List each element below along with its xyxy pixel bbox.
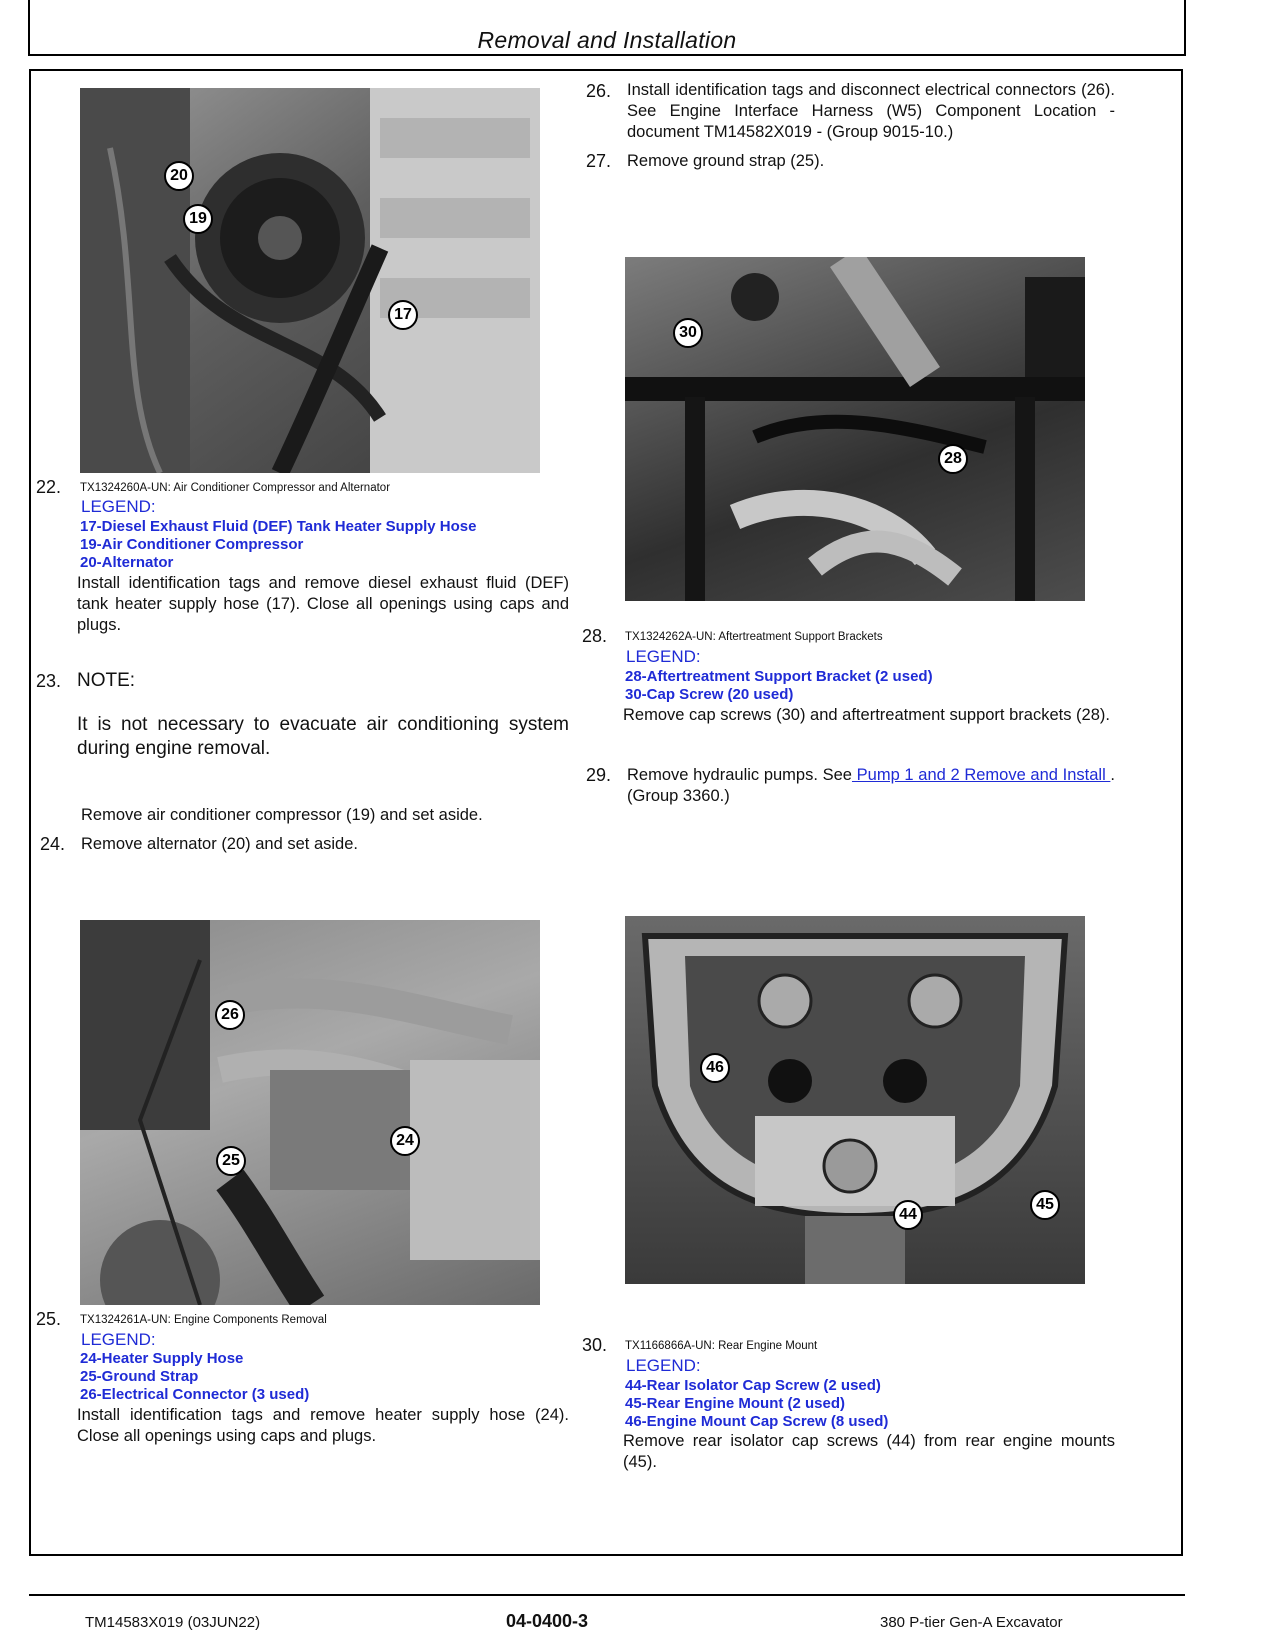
step-22-number: 22. [36, 477, 62, 497]
callout-17: 17 [388, 300, 418, 330]
step-29-number: 29. [586, 765, 612, 785]
footer-page-number: 04-0400-3 [506, 1611, 589, 1631]
step-29-text [627, 765, 1115, 807]
step-23-text: Remove air conditioner compressor (19) and set aside. [81, 806, 483, 824]
legend-item: 19-Air Conditioner Compressor [80, 536, 304, 553]
legend-item: 20-Alternator [80, 554, 174, 571]
legend-list [80, 518, 476, 572]
note-text: It is not necessary to evacuate air conditioning system during engine removal. [77, 714, 569, 759]
photo-engine-components [80, 920, 540, 1305]
step-30-number: 30. [582, 1335, 608, 1355]
photo-rear-engine-mount [625, 916, 1085, 1284]
callout-30: 30 [673, 318, 703, 348]
note-label: NOTE: [77, 670, 136, 691]
callout-44: 44 [893, 1200, 923, 1230]
callout-28: 28 [938, 444, 968, 474]
legend-title: LEGEND: [81, 497, 156, 516]
legend-item: 46-Engine Mount Cap Screw (8 used) [625, 1413, 889, 1430]
legend-item: 26-Electrical Connector (3 used) [80, 1386, 310, 1403]
legend-item: 17-Diesel Exhaust Fluid (DEF) Tank Heater Supply Hose [80, 518, 477, 535]
legend-item: 44-Rear Isolator Cap Screw (2 used) [625, 1377, 881, 1394]
step-26-text: Install identification tags and disconnect electrical connectors (26). See Engine Interface Harness (W5) Component Location - document TM14582X019 - (Group 9015-10.) [627, 81, 1115, 141]
step-28-number: 28. [582, 626, 608, 646]
step-25-text: Install identification tags and remove heater supply hose (24). Close all openings using caps and plugs. [77, 1406, 569, 1445]
step-29-text-after: . (Group 3360.) [627, 766, 1115, 805]
callout-46: 46 [700, 1053, 730, 1083]
footer-rule [29, 1594, 1185, 1596]
legend-list [80, 1350, 309, 1404]
callout-24: 24 [390, 1126, 420, 1156]
legend-list [625, 668, 933, 704]
photo-aftertreatment-brackets [625, 257, 1085, 601]
legend-title: LEGEND: [626, 1356, 701, 1375]
legend-item: 45-Rear Engine Mount (2 used) [625, 1395, 846, 1412]
step-25-number: 25. [36, 1309, 62, 1329]
step-23-number: 23. [36, 671, 62, 691]
callout-25: 25 [216, 1146, 246, 1176]
legend-item: 28-Aftertreatment Support Bracket (2 used) [625, 668, 933, 685]
step-30-text: Remove rear isolator cap screws (44) from rear engine mounts (45). [623, 1432, 1115, 1471]
callout-20: 20 [164, 161, 194, 191]
legend-list [625, 1377, 888, 1431]
step-22-text: Install identification tags and remove diesel exhaust fluid (DEF) tank heater supply hose (17). Close all openings using caps and plugs. [77, 574, 569, 634]
page-title: Removal and Installation [477, 27, 737, 53]
step-24-number: 24. [40, 834, 66, 854]
footer-doc-id: TM14583X019 (03JUN22) [85, 1614, 261, 1631]
photo-ac-compressor-alternator [80, 88, 540, 473]
step-26-number: 26. [586, 81, 612, 101]
footer-model: 380 P-tier Gen-A Excavator [880, 1614, 1063, 1631]
legend-item: 30-Cap Screw (20 used) [625, 686, 794, 703]
step-24-text: Remove alternator (20) and set aside. [81, 835, 358, 853]
callout-26: 26 [215, 1000, 245, 1030]
step-29-text-before: Remove hydraulic pumps. See [627, 766, 852, 784]
figure-caption: TX1324261A-UN: Engine Components Removal [80, 1314, 327, 1326]
callout-45: 45 [1030, 1190, 1060, 1220]
step-28-text: Remove cap screws (30) and aftertreatment support brackets (28). [623, 706, 1110, 724]
legend-item: 24-Heater Supply Hose [80, 1350, 244, 1367]
step-27-number: 27. [586, 151, 612, 171]
figure-caption: TX1324260A-UN: Air Conditioner Compressor and Alternator [80, 482, 391, 494]
step-27-text: Remove ground strap (25). [627, 152, 825, 170]
callout-19: 19 [183, 204, 213, 234]
legend-item: 25-Ground Strap [80, 1368, 199, 1385]
legend-title: LEGEND: [626, 647, 701, 666]
legend-title: LEGEND: [81, 1330, 156, 1349]
pump-remove-install-link[interactable]: Pump 1 and 2 Remove and Install [851, 766, 1111, 784]
figure-caption: TX1166866A-UN: Rear Engine Mount [625, 1340, 818, 1352]
figure-caption: TX1324262A-UN: Aftertreatment Support Brackets [625, 631, 883, 643]
